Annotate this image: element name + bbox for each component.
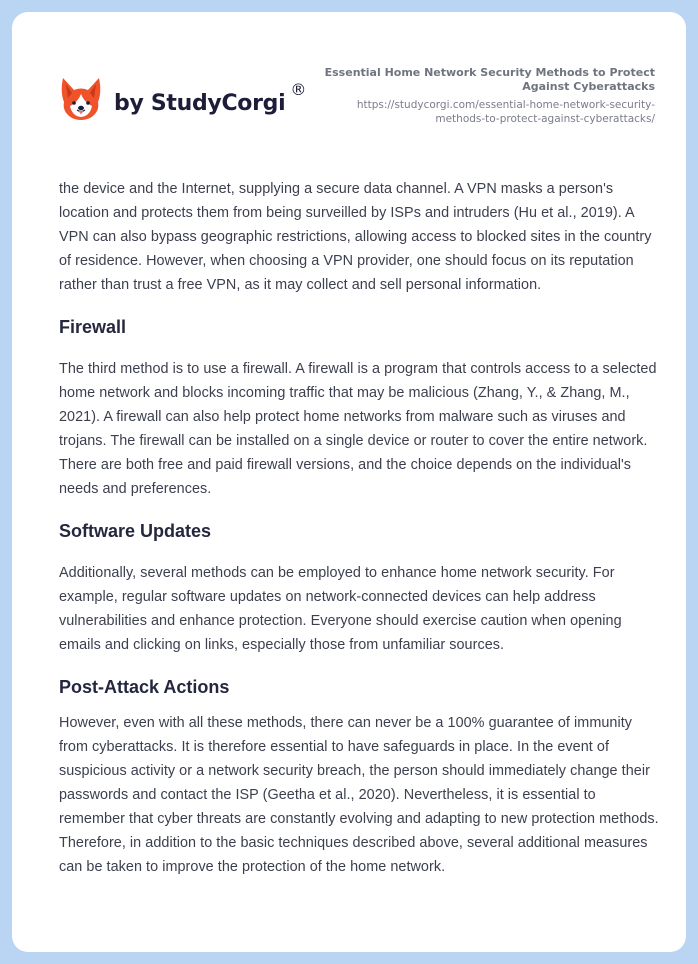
document-title-line-1: Essential Home Network Security Methods to Protect	[324, 66, 655, 79]
section-heading-firewall: Firewall	[59, 317, 127, 337]
logo-text: by StudyCorgi	[114, 90, 286, 116]
document-url-line-2: methods-to-protect-against-cyberattacks/	[435, 113, 655, 125]
document-title-line-2: Against Cyberattacks	[522, 80, 655, 93]
registered-mark: ®	[290, 79, 307, 99]
document-body	[59, 177, 659, 879]
section-paragraph-firewall: The third method is to use a firewall. A firewall is a program that controls access to a selected home network and blocks incoming traffic that may be malicious (Zhang, Y., & Zhang, M., 2021). A firewall can also help protect home networks from malware such as viruses and trojans. The firewall can be installed on a single device or router to cover the entire network. There are both free and paid firewall versions, and the choice depends on the individual's needs and preferences.	[59, 361, 657, 497]
document-card	[12, 12, 686, 952]
document-title	[295, 66, 655, 94]
section-heading-software-updates: Software Updates	[59, 521, 212, 541]
document-meta	[295, 66, 655, 126]
section-paragraph-post-attack-actions: However, even with all these methods, there can never be a 100% guarantee of immunity from cyberattacks. It is therefore essential to have safeguards in place. In the event of suspicious activity or a network security breach, the person should immediately change their passwords and contact the ISP (Geetha et al., 2020). Nevertheless, it is essential to remember that cyber threats are constantly evolving and adapting to new protection methods. Therefore, in addition to the basic techniques described above, several additional measures can be taken to improve the protection of the home network.	[59, 715, 659, 875]
corgi-head-icon	[60, 76, 102, 122]
section-paragraph-software-updates: Additionally, several methods can be employed to enhance home network security. For example, regular software updates on network-connected devices can help address vulnerabilities and enhance protection. Everyone should exercise caution when opening emails and clicking on links, especially those from unfamiliar sources.	[59, 565, 622, 653]
document-url-link[interactable]	[295, 98, 655, 126]
section-heading-post-attack-actions: Post-Attack Actions	[59, 677, 230, 697]
document-header	[12, 12, 686, 162]
studycorgi-logo[interactable]	[60, 76, 306, 122]
intro-paragraph: the device and the Internet, supplying a secure data channel. A VPN masks a person's location and protects them from being surveilled by ISPs and intruders (Hu et al., 2019). A VPN can also bypass geographic restrictions, allowing access to blocked sites in the country of residence. However, when choosing a VPN provider, one should focus on its reputation rather than trust a free VPN, as it may collect and sell personal information.	[59, 181, 652, 293]
document-url-line-1: https://studycorgi.com/essential-home-network-security-	[356, 99, 655, 111]
